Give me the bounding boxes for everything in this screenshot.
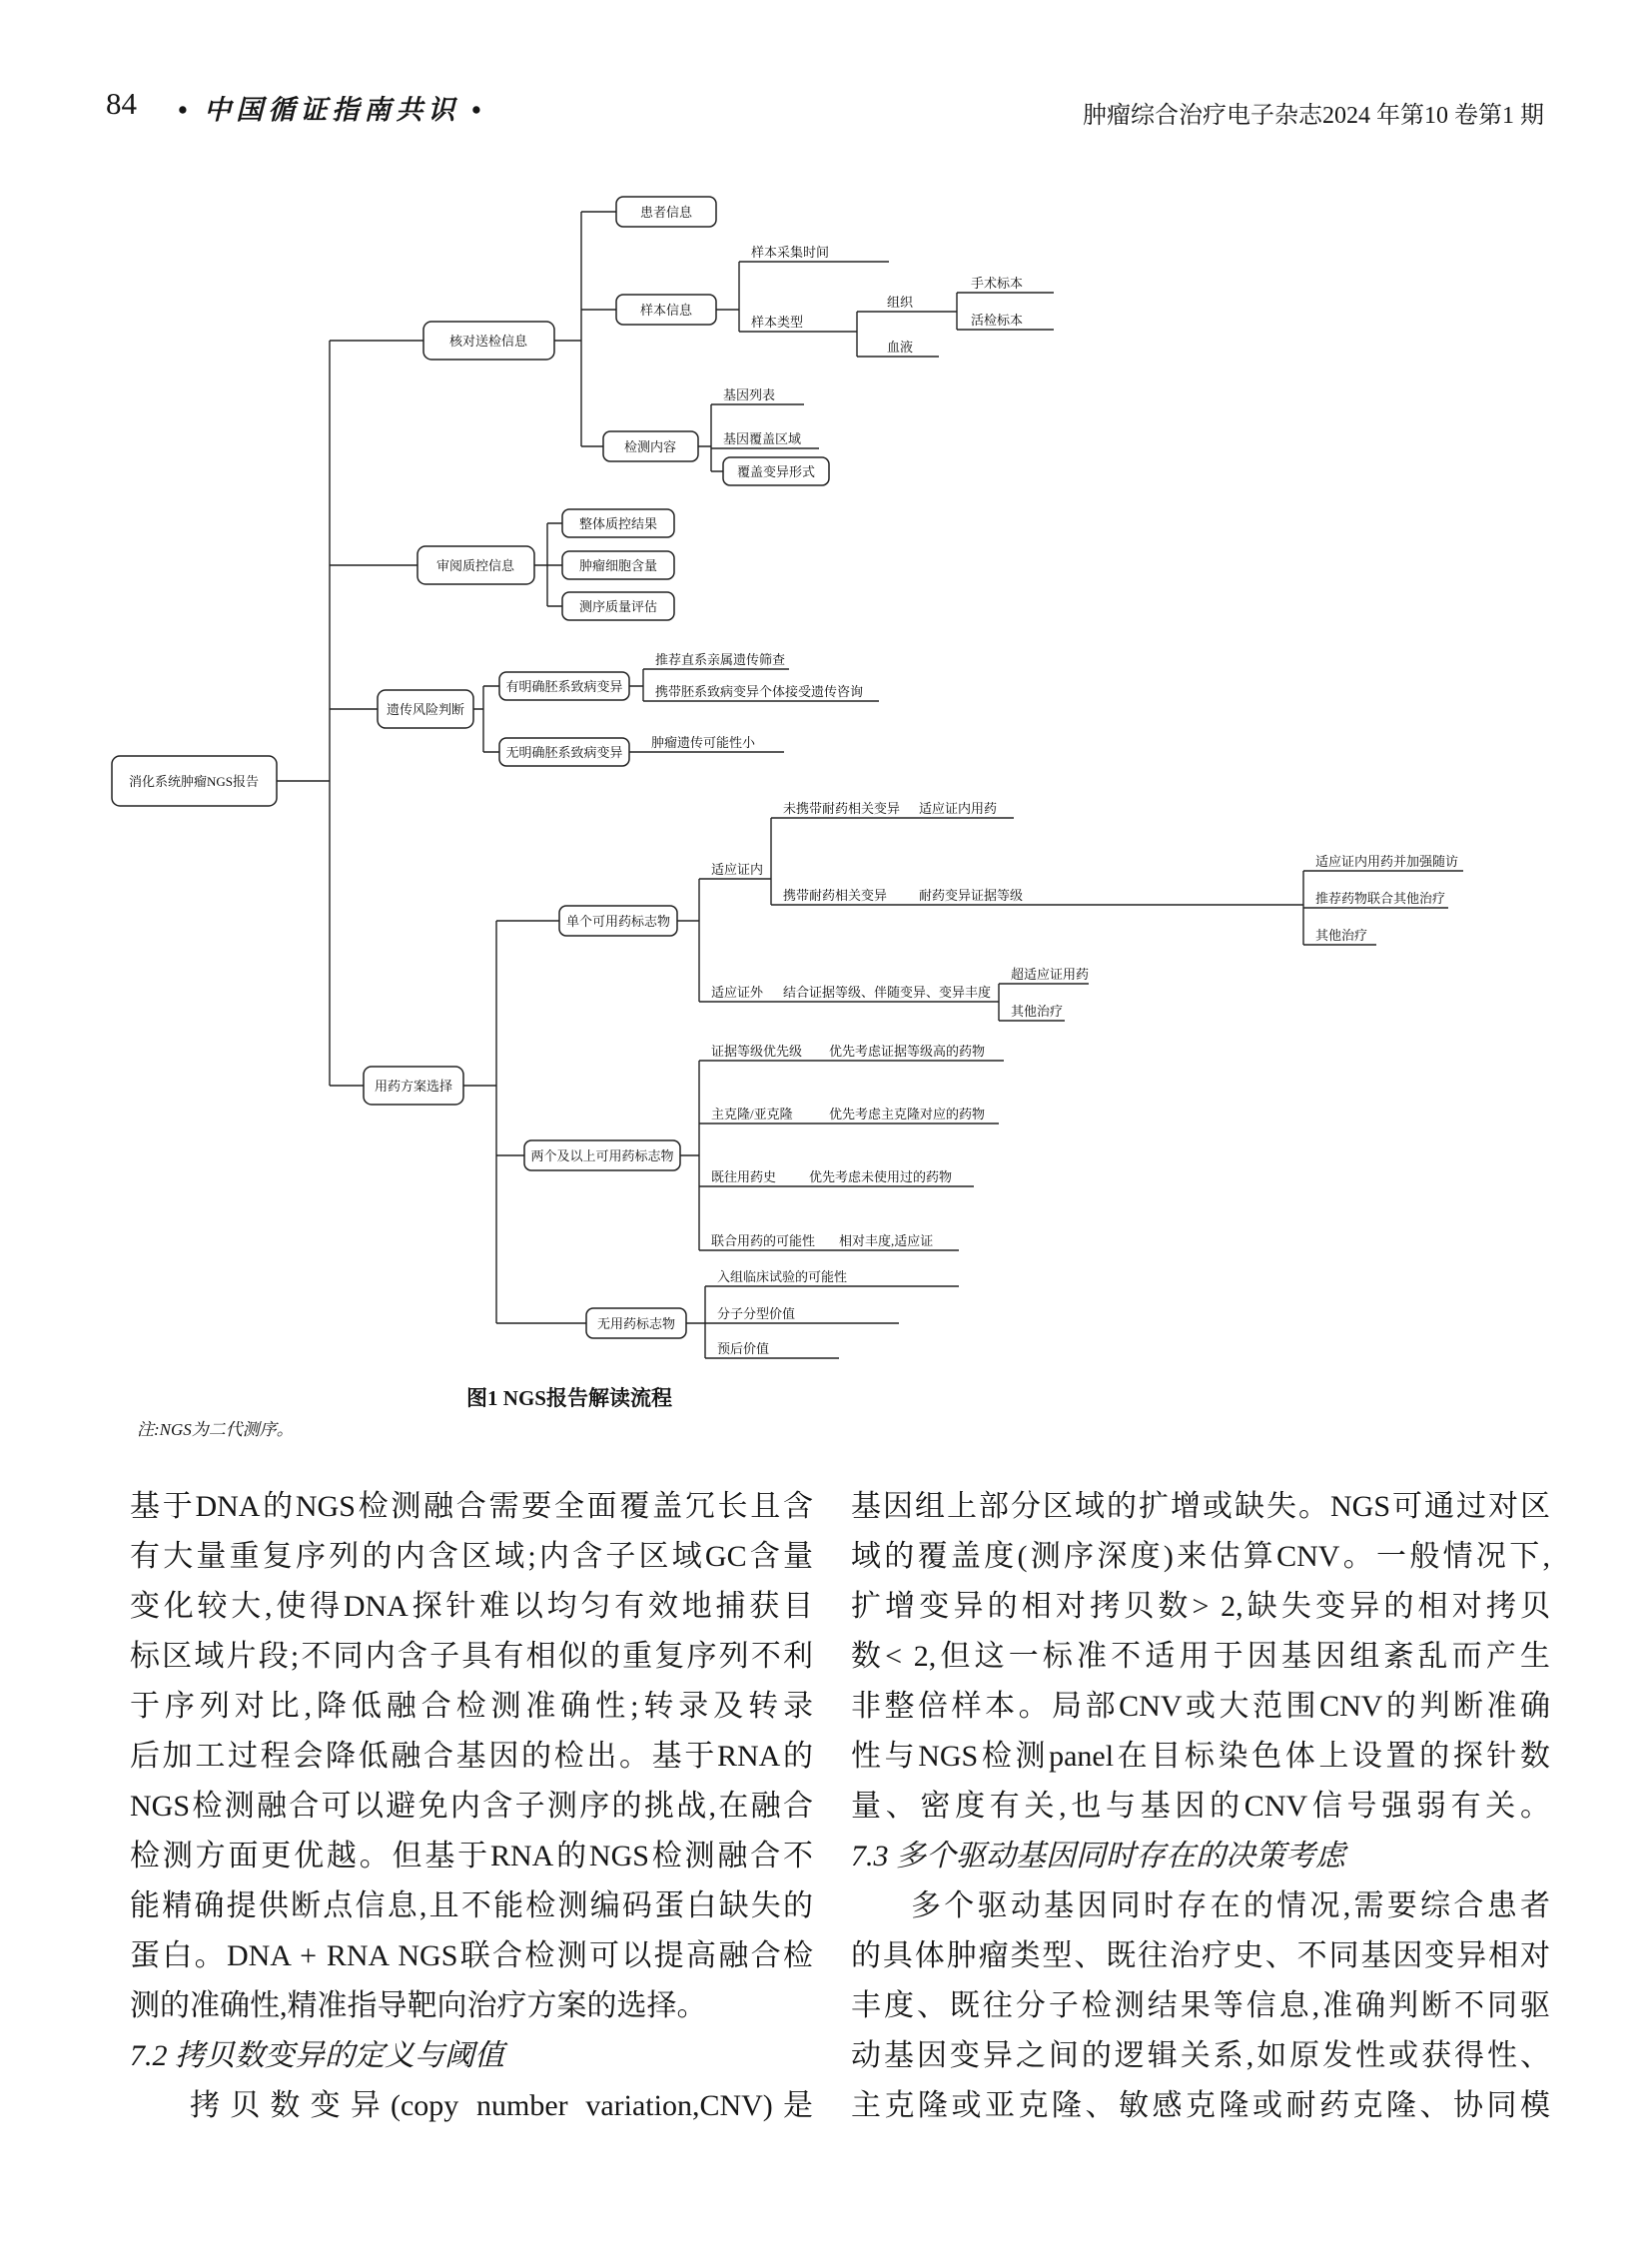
- header-journal-section: • 中国循证指南共识 •: [178, 95, 486, 125]
- node-drug-plan: [364, 1067, 463, 1105]
- node-check-info: [423, 322, 554, 360]
- label-gene-region: 基因覆盖区域: [723, 431, 802, 446]
- body-line: 于序列对比,降低融合检测准确性;转录及转录: [130, 1690, 813, 1723]
- page-number: 84: [106, 86, 137, 121]
- flowchart-connectors: [277, 212, 1463, 1358]
- body-column-left: [130, 1482, 813, 2131]
- label-blood: 血液: [887, 340, 914, 355]
- label-molecular-subtype: 分子分型价值: [717, 1306, 796, 1321]
- node-genetic-risk: [378, 690, 473, 728]
- label-surgical-specimen: 手术标本: [971, 276, 1024, 291]
- section-heading-7-3: 7.3 多个驱动基因同时存在的决策考虑: [851, 1840, 1345, 1872]
- label-history-outcome: 优先考虑未使用过的药物: [809, 1169, 953, 1184]
- body-line: 丰度、既往分子检测结果等信息,准确判断不同驱: [851, 1989, 1550, 2022]
- label-use-with-followup: 适应证内用药并加强随访: [1315, 854, 1459, 869]
- label-clinical-trial: 入组临床试验的可能性: [717, 1269, 848, 1284]
- body-line: 基因组上部分区域的扩增或缺失。NGS可通过对区: [851, 1490, 1550, 1523]
- header-journal-issue: 肿瘤综合治疗电子杂志2024 年第10 卷第1 期: [1083, 103, 1544, 129]
- node-qc-tumor-content: [562, 551, 674, 579]
- label-combo-possibility: 联合用药的可能性: [711, 1233, 816, 1248]
- svg-text:有明确胚系致病变异: 有明确胚系致病变异: [505, 679, 623, 694]
- label-evidence-outcome: 优先考虑证据等级高的药物: [829, 1044, 986, 1059]
- label-low-heredity: 肿瘤遗传可能性小: [651, 735, 756, 750]
- node-single-marker: [559, 906, 677, 936]
- label-with-resistance-variant: 携带耐药相关变异: [783, 888, 888, 903]
- node-variant-form: [723, 457, 829, 485]
- body-line: 测的准确性,精准指导靶向治疗方案的选择。: [130, 1989, 707, 2022]
- body-line: 检测方面更优越。但基于RNA的NGS检测融合不: [130, 1840, 813, 1872]
- body-line: 标区域片段;不同内含子具有相似的重复序列不利: [130, 1640, 813, 1673]
- label-combination-therapy: 推荐药物联合其他治疗: [1315, 891, 1446, 906]
- svg-text:用药方案选择: 用药方案选择: [374, 1079, 453, 1094]
- label-relative-screening: 推荐直系亲属遗传筛查: [655, 652, 786, 667]
- node-germline-absent: [499, 738, 629, 766]
- body-line: 基于DNA的NGS检测融合需要全面覆盖冗长且含: [130, 1490, 813, 1523]
- svg-text:样本信息: 样本信息: [639, 303, 693, 318]
- svg-text:遗传风险判断: 遗传风险判断: [386, 702, 465, 717]
- node-test-content: [603, 431, 698, 461]
- node-multi-marker: [524, 1140, 680, 1170]
- label-clone-outcome: 优先考虑主克隆对应的药物: [829, 1107, 986, 1121]
- node-qc-review: [417, 546, 534, 584]
- body-line: 量、密度有关,也与基因的CNV信号强弱有关。: [851, 1790, 1550, 1823]
- node-germline-present: [499, 672, 629, 700]
- svg-text:核对送检信息: 核对送检信息: [448, 334, 528, 349]
- svg-text:审阅质控信息: 审阅质控信息: [435, 558, 515, 573]
- svg-text:单个可用药标志物: 单个可用药标志物: [565, 914, 671, 929]
- label-resistance-evidence-grade: 耐药变异证据等级: [919, 888, 1024, 903]
- body-line: 的具体肿瘤类型、既往治疗史、不同基因变异相对: [851, 1939, 1550, 1972]
- label-on-label-use: 适应证内用药: [919, 801, 998, 816]
- body-line: 多个驱动基因同时存在的情况,需要综合患者: [911, 1889, 1550, 1922]
- label-combine-evidence: 结合证据等级、伴随变异、变异丰度: [783, 985, 992, 1000]
- body-line: 扩增变异的相对拷贝数> 2,缺失变异的相对拷贝: [851, 1590, 1550, 1623]
- label-medication-history: 既往用药史: [711, 1169, 777, 1184]
- label-sample-type: 样本类型: [751, 315, 804, 330]
- body-line: 蛋白。DNA + RNA NGS联合检测可以提高融合检: [130, 1939, 813, 1972]
- label-combo-outcome: 相对丰度,适应证: [839, 1233, 934, 1248]
- section-heading-7-2: 7.2 拷贝数变异的定义与阈值: [130, 2039, 504, 2072]
- label-no-resistance-variant: 未携带耐药相关变异: [783, 801, 901, 816]
- label-evidence-priority: 证据等级优先级: [711, 1044, 803, 1059]
- body-line: 性与NGS检测panel在目标染色体上设置的探针数: [851, 1740, 1550, 1773]
- body-line: 主克隆或亚克隆、敏感克隆或耐药克隆、协同模: [851, 2089, 1550, 2122]
- label-genetic-counseling: 携带胚系致病变异个体接受遗传咨询: [655, 684, 864, 699]
- label-sample-time: 样本采集时间: [751, 245, 830, 260]
- body-line: NGS检测融合可以避免内含子测序的挑战,在融合: [130, 1790, 813, 1823]
- body-line: 有大量重复序列的内含区域;内含子区域GC含量: [130, 1540, 813, 1573]
- node-qc-overall: [562, 509, 674, 537]
- node-qc-seq-quality: [562, 592, 674, 620]
- label-biopsy-specimen: 活检标本: [971, 313, 1024, 328]
- body-column-right: [851, 1482, 1550, 2131]
- label-on-label: 适应证内: [711, 862, 764, 877]
- label-other-therapy-2: 其他治疗: [1011, 1004, 1064, 1019]
- figure-caption: 图1 NGS报告解读流程: [466, 1386, 672, 1410]
- body-line: 后加工过程会降低融合基因的检出。基于RNA的: [130, 1740, 813, 1773]
- svg-text:患者信息: 患者信息: [639, 205, 693, 220]
- svg-text:整体质控结果: 整体质控结果: [578, 516, 658, 531]
- body-line: 能精确提供断点信息,且不能检测编码蛋白缺失的: [130, 1889, 813, 1922]
- figure-note: 注:NGS为二代测序。: [137, 1420, 294, 1439]
- svg-text:无明确胚系致病变异: 无明确胚系致病变异: [505, 745, 623, 760]
- label-gene-list: 基因列表: [723, 387, 776, 402]
- body-line: 变化较大,使得DNA探针难以均匀有效地捕获目: [130, 1590, 813, 1623]
- body-line: 域的覆盖度(测序深度)来估算CNV。一般情况下,: [851, 1540, 1550, 1573]
- svg-text:肿瘤细胞含量: 肿瘤细胞含量: [578, 558, 658, 573]
- body-line: 数< 2,但这一标准不适用于因基因组紊乱而产生: [851, 1640, 1550, 1673]
- node-sample-info: [616, 295, 716, 325]
- svg-text:测序质量评估: 测序质量评估: [578, 599, 658, 614]
- body-line: 动基因变异之间的逻辑关系,如原发性或获得性、: [851, 2039, 1550, 2072]
- label-clone-type: 主克隆/亚克隆: [711, 1107, 793, 1121]
- svg-text:两个及以上可用药标志物: 两个及以上可用药标志物: [530, 1148, 674, 1163]
- svg-text:覆盖变异形式: 覆盖变异形式: [736, 464, 816, 479]
- label-tissue: 组织: [887, 295, 914, 310]
- node-no-marker: [586, 1308, 686, 1338]
- label-off-label: 适应证外: [711, 985, 764, 1000]
- body-line: 非整倍样本。局部CNV或大范围CNV的判断准确: [851, 1690, 1550, 1723]
- node-patient-info: [616, 197, 716, 227]
- svg-text:无用药标志物: 无用药标志物: [596, 1316, 676, 1331]
- svg-text:检测内容: 检测内容: [623, 439, 677, 454]
- label-off-label-use: 超适应证用药: [1011, 967, 1090, 982]
- label-other-therapy-1: 其他治疗: [1315, 928, 1368, 943]
- node-root: [112, 756, 277, 806]
- svg-text:消化系统肿瘤NGS报告: 消化系统肿瘤NGS报告: [128, 774, 260, 789]
- label-prognosis-value: 预后价值: [717, 1341, 770, 1356]
- body-line: 拷贝数变异(copy number variation,CNV)是: [190, 2089, 813, 2122]
